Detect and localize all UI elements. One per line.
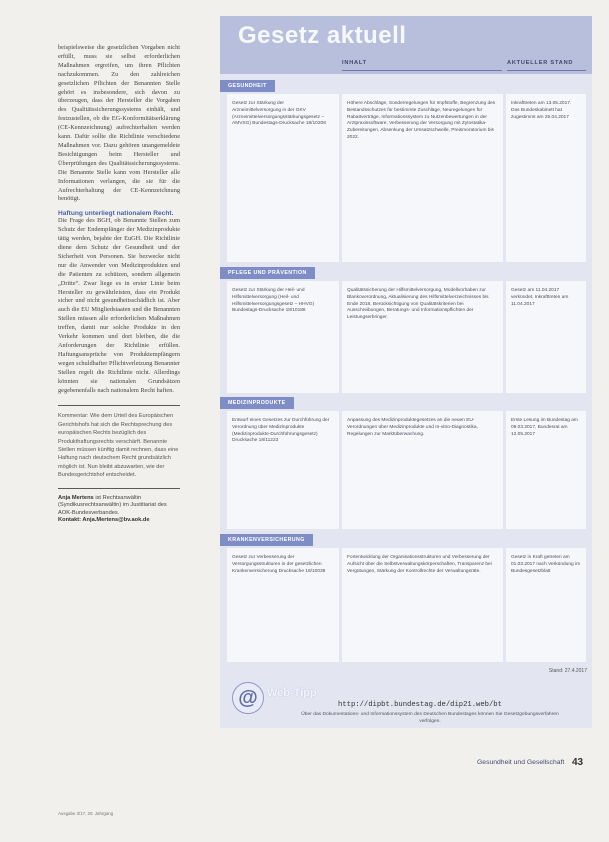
page-number: 43 bbox=[572, 757, 584, 768]
at-sign-icon: @ bbox=[232, 682, 264, 714]
cell-status: Gesetz in Kraft getreten am 01.03.2017 nach Verkündung im Bundesgesetzblatt bbox=[506, 548, 586, 662]
cell-title: Gesetz zur Stärkung der Heil- und Hilfsmittelversorgung (Heil- und Hilfsmittelversorgungsgesetz – HHVG) Bundestags-Drucksache 18/10186 bbox=[227, 281, 339, 393]
cell-content: Fortentwicklung der Organisationsstrukturen und Verbesserung der Aufsicht über die Selbstverwaltungskörperschaften, Transparenz bei Vergütungen, Stärkung der Kontrollrechte der Verwaltungsräte. bbox=[342, 548, 503, 662]
cell-status: Inkrafttreten am 13.05.2017. Das Bundeskabinett hat zugestimmt am 25.04.2017 bbox=[506, 94, 586, 262]
section-subheading: Haftung unterliegt nationalem Recht. bbox=[58, 210, 174, 218]
column-header-inhalt: INHALT bbox=[342, 60, 367, 66]
author-box bbox=[58, 495, 180, 525]
divider bbox=[58, 488, 180, 489]
cell-title: Gesetz zur Stärkung der Arzneimittelversorgung in der GKV (Arzneimittelversorgungsstärkungsgesetz – AMVSG) Bundestags-Drucksache 18/10208 bbox=[227, 94, 339, 262]
cell-status: Gesetz am 11.04.2017 verkündet, Inkrafttreten am 11.04.2017 bbox=[506, 281, 586, 393]
article-paragraph-2: Die Frage des BGH, ob Benannte Stellen zum Schutz der Endempfänger der Medizinprodukte tätig werden, bejahte der EuGH. Die Richtlinie diene dem Schutz der Gesundheit und der Sicherheit von Personen. Sie bezwecke nicht nur die Anwender von Medizinprodukten und die Patienten zu schützen, sondern allgemein „Dritte“. Zwar liege es in erster Linie beim Hersteller zu gewährleisten, dass ein Produkt sicher und nicht gesundheitsschädlich ist. Aber auch die EU Mitgliedstaaten und die Benannten Stellen müssen alle erforderlichen Maßnahmen treffen, damit nur solche Produkte in den Verkehr kommen und dort bleiben, die die Anforderungen der Richtlinie erfüllen. Haftungsansprüche von Produktempfängern wegen schuldhafter Pflichtverletzung Benannter Stellen regelt die Richtlinie nicht. Allerdings könnten sie nationalen Grundsätzen gegebenenfalls nach nationalem Recht haften. bbox=[58, 217, 180, 394]
panel-title: Gesetz aktuell bbox=[238, 22, 407, 49]
issue-footer: Ausgabe 3/17, 20. Jahrgang bbox=[58, 811, 114, 816]
magazine-name: Gesundheit und Gesellschaft bbox=[477, 759, 565, 766]
web-tipp-link[interactable]: http://dipbt.bundestag.de/dip21.web/bt bbox=[338, 701, 502, 709]
article-paragraph-1: beispielsweise die gesetzlichen Vorgaben nicht erfüllt, muss sie selbst erforderlichen Maßnahmen ergreifen, um ihren Pflichten nachzukommen. Zu den zahlreichen gesetzlichen Pflichten der Benannten Stelle gehört es insbesondere, sich davon zu überzeugen, dass der Hersteller die Vorgaben des Qualitätssicherungssystems einhält, und festzustellen, ob die EG-Konformitätserklärung (CE-Kennzeichnung) aufrechterhalten werden kann. Dafür sollte die Richtlinie verschiedene Maßnahmen vor. Dazu gehören unangemeldete Besichtigungen beim Hersteller und Überprüfungen des Qualitätssicherungssystems. Die Benannte Stelle kann vom Hersteller alle Informationen verlangen, die sie für die Aufrechterhaltung der CE-Kennzeichnung benötigt. bbox=[58, 44, 180, 203]
author-contact: Kontakt: Anja.Mertens@bv.aok.de bbox=[58, 517, 150, 524]
author-name: Anja Mertens bbox=[58, 494, 94, 501]
table-row bbox=[227, 411, 586, 529]
table-row bbox=[227, 94, 586, 262]
section-header bbox=[220, 397, 592, 409]
divider bbox=[58, 405, 180, 406]
author-role: ist Rechtsanwältin (Syndikusrechtsanwältin) im Justitiariat des AOK-Bundesverbandes. bbox=[58, 494, 167, 516]
web-tipp-title: Web-Tipp bbox=[267, 687, 317, 699]
commentary-text: Kommentar: Wie dem Urteil des Europäischen Gerichtshofs hat sich die Rechtsprechung des europäischen Rechts bezüglich des Produkthaftungsrechts verschärft. Benannte Stellen müssen künftig damit rechnen, dass eine Haftung nach deutschem Recht grundsätzlich möglich ist. Nun bleibt abzuwarten, wie der Bundesgerichtshof entscheidet. bbox=[58, 413, 179, 479]
column-rule bbox=[507, 70, 586, 71]
cell-content: Qualitätssicherung der Hilfsmittelversorgung, Modellvorhaben zur Blankoverordnung, Aktualisierung des Hilfsmittelverzeichnisses bis Ende 2018, Berücksichtigung von Qualitätskriterien bei Ausschreibungen, Beratungs- und Informationspflichten der Leistungserbringer. bbox=[342, 281, 503, 393]
stand-date: Stand: 27.4.2017 bbox=[548, 668, 587, 674]
web-tipp-description: Über das Dokumentations- und Informationssystem des Deutschen Bundestages können Sie Gesetzgebungsverfahren verfolgen. bbox=[301, 712, 559, 724]
section-header bbox=[220, 80, 592, 92]
cell-status: Erste Lesung im Bundestag am 09.03.2017, Bundesrat am 12.05.2017 bbox=[506, 411, 586, 529]
column-header-stand: AKTUELLER STAND bbox=[507, 60, 574, 66]
web-tipp-box bbox=[220, 676, 592, 728]
section-label-medizinprodukte: MEDIZINPRODUKTE bbox=[220, 397, 294, 409]
section-header bbox=[220, 534, 592, 546]
section-label-krankenversicherung: KRANKENVERSICHERUNG bbox=[220, 534, 313, 546]
article-column bbox=[58, 44, 180, 525]
cell-content: Höhere Abschläge, Sonderregelungen für Impfstoffe, Begrenzung des Bestandsschutzes für bestimmte Zuschläge, Neuregelungen für Rabattverträge, Informationssystem zu Nutzenbewertungen in der Arztpraxissoftware, Verbesserung der Versorgung mit Zytostatika-Zubereitungen, Absenkung der Umsatzschwelle, Preismoratorium bis 2022. bbox=[342, 94, 503, 262]
section-header bbox=[220, 267, 592, 279]
section-label-pflege: PFLEGE UND PRÄVENTION bbox=[220, 267, 315, 279]
cell-content: Anpassung des Medizinproduktegesetzes an die neuen EU-Verordnungen über Medizinprodukte und In-vitro-Diagnostika, Regelungen zur Marktüberwachung. bbox=[342, 411, 503, 529]
cell-title: Gesetz zur Verbesserung der Versorgungsstrukturen in der gesetzlichen Krankenversicherung Drucksache 18/10038 bbox=[227, 548, 339, 662]
table-row bbox=[227, 548, 586, 662]
table-row bbox=[227, 281, 586, 393]
section-label-gesundheit: GESUNDHEIT bbox=[220, 80, 275, 92]
column-rule bbox=[342, 70, 502, 71]
cell-title: Entwurf eines Gesetzes zur Durchführung der Verordnung über Medizinprodukte (Medizinprodukte-Durchführungsgesetz) Drucksache 18/11223 bbox=[227, 411, 339, 529]
